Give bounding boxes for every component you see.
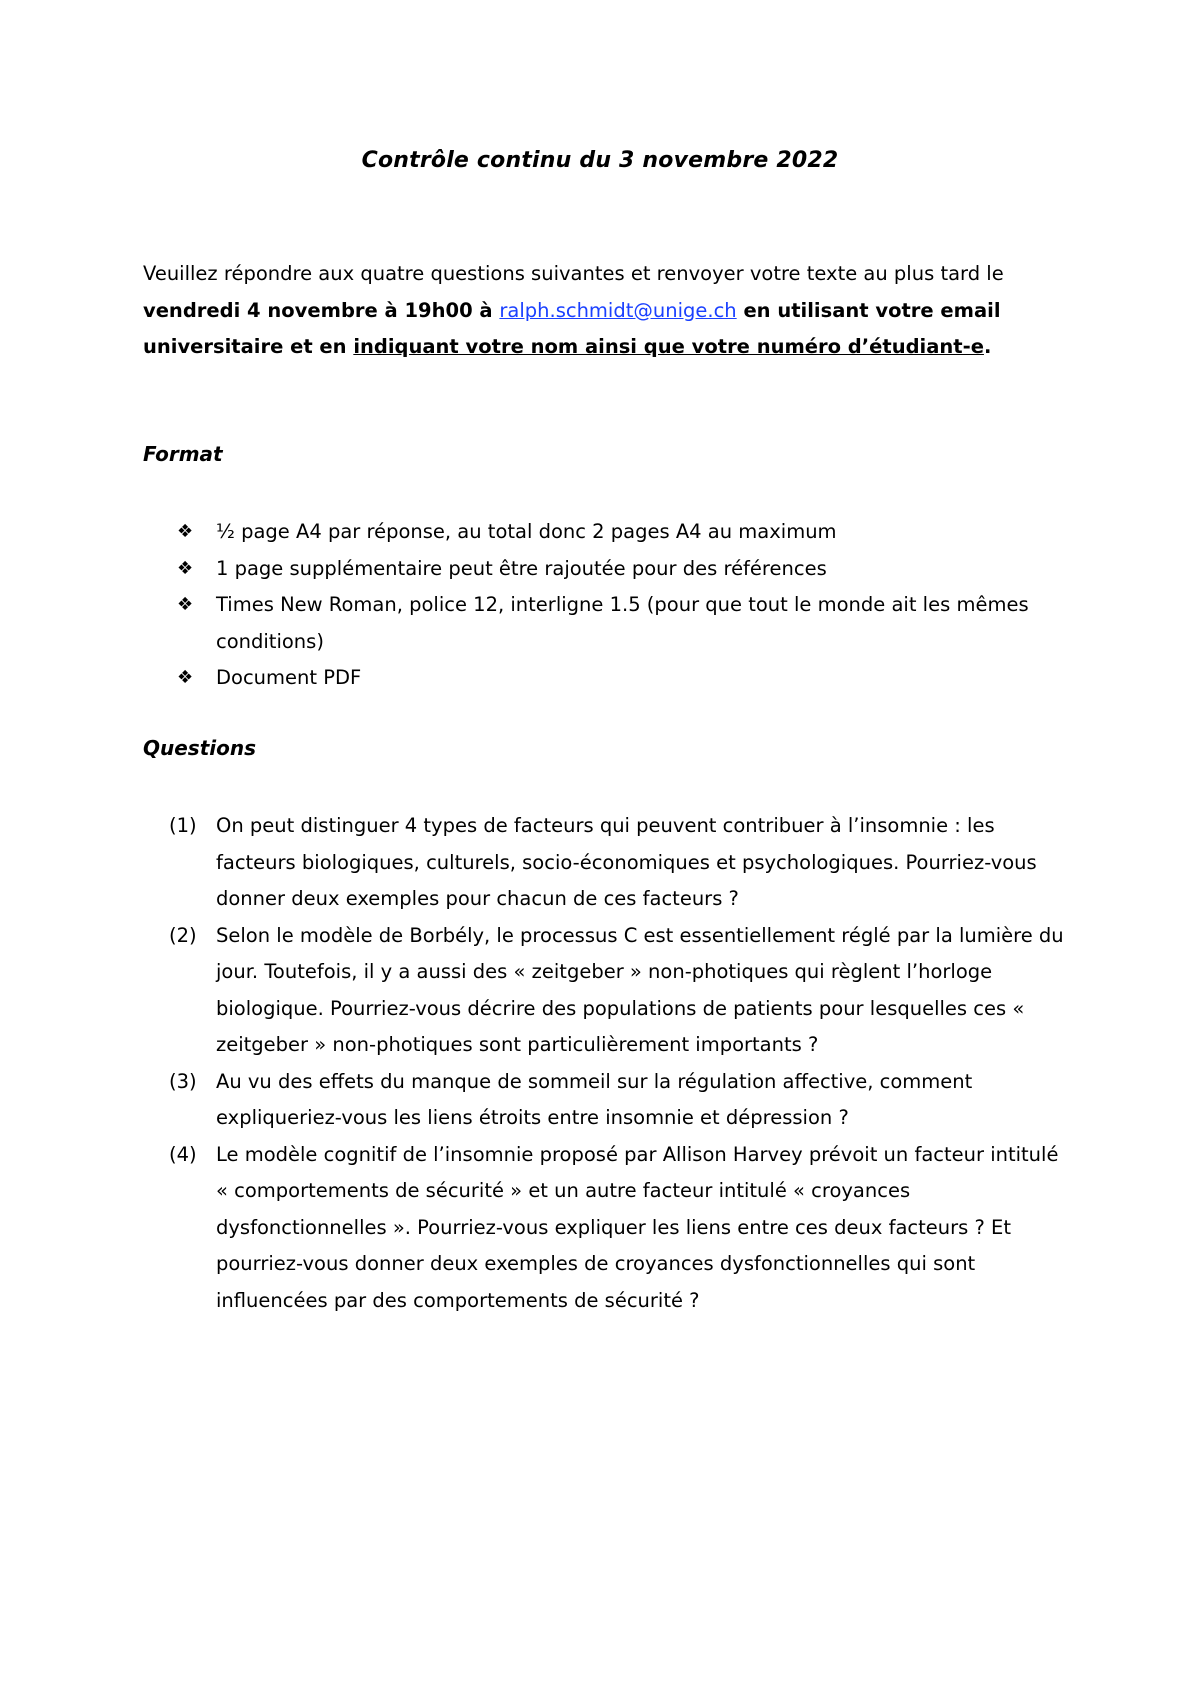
intro-deadline: vendredi 4 novembre à 19h00 à [143, 298, 500, 322]
question-number: (4) [169, 1142, 197, 1166]
intro-email-instruction: en utilisant votre email universitaire et en [143, 298, 1001, 358]
intro-paragraph [143, 256, 1073, 366]
email-link[interactable]: ralph.schmidt@unige.ch [499, 298, 737, 322]
format-item-text: Times New Roman, police 12, interligne 1.5 (pour que tout le monde ait les mêmes conditions) [216, 593, 1029, 653]
questions-list [143, 808, 1073, 1319]
intro-text: Veuillez répondre aux quatre questions suivantes et renvoyer votre texte au plus tard le [143, 262, 1004, 285]
question-item [143, 918, 1073, 1064]
list-item [143, 660, 1073, 697]
diamond-bullet-icon: ❖ [177, 667, 194, 688]
list-item [143, 514, 1073, 551]
question-number: (2) [169, 923, 197, 947]
format-item-text: ½ page A4 par réponse, au total donc 2 pages A4 au maximum [216, 520, 837, 543]
question-item [143, 808, 1073, 918]
question-text: Le modèle cognitif de l’insomnie proposé par Allison Harvey prévoit un facteur intitulé « comportements de sécurité » et un autre facteur intitulé « croyances dysfonctionnelles ». Pourriez-vous expliquer les liens entre ces deux facteurs ? Et pourriez-vous donner deux exemples de croyances dysfonctionnelles qui sont influencées par des comportements de sécurité ? [216, 1142, 1059, 1312]
question-item [143, 1137, 1073, 1320]
question-item [143, 1064, 1073, 1137]
document-title: Contrôle continu du 3 novembre 2022 [361, 148, 839, 173]
question-text: Selon le modèle de Borbély, le processus C est essentiellement réglé par la lumière du jour. Toutefois, il y a aussi des « zeitgeber » non-photiques qui règlent l’horloge biologique. Pourriez-vous décrire des populations de patients pour lesquelles ces « zeitgeber » non-photiques sont particulièrement importants ? [216, 923, 1064, 1056]
diamond-bullet-icon: ❖ [177, 521, 194, 542]
list-item [143, 551, 1073, 588]
question-text: Au vu des effets du manque de sommeil sur la régulation affective, comment expliqueriez-vous les liens étroits entre insomnie et dépression ? [216, 1069, 973, 1129]
list-item [143, 587, 1073, 660]
question-text: On peut distinguer 4 types de facteurs qui peuvent contribuer à l’insomnie : les facteurs biologiques, culturels, socio-économiques et psychologiques. Pourriez-vous donner deux exemples pour chacun de ces facteurs ? [216, 814, 1037, 910]
question-number: (1) [169, 814, 197, 837]
diamond-bullet-icon: ❖ [177, 557, 194, 579]
format-heading: Format [143, 442, 223, 466]
format-list [143, 514, 1073, 697]
format-item-text: 1 page supplémentaire peut être rajoutée pour des références [216, 556, 827, 580]
intro-end: . [983, 335, 992, 358]
questions-heading: Questions [143, 736, 257, 760]
format-item-text: Document PDF [216, 666, 362, 689]
intro-underlined-instruction: indiquant votre nom ainsi que votre numéro d’étudiant-e [353, 335, 984, 358]
question-number: (3) [169, 1069, 197, 1093]
diamond-bullet-icon: ❖ [177, 594, 194, 615]
